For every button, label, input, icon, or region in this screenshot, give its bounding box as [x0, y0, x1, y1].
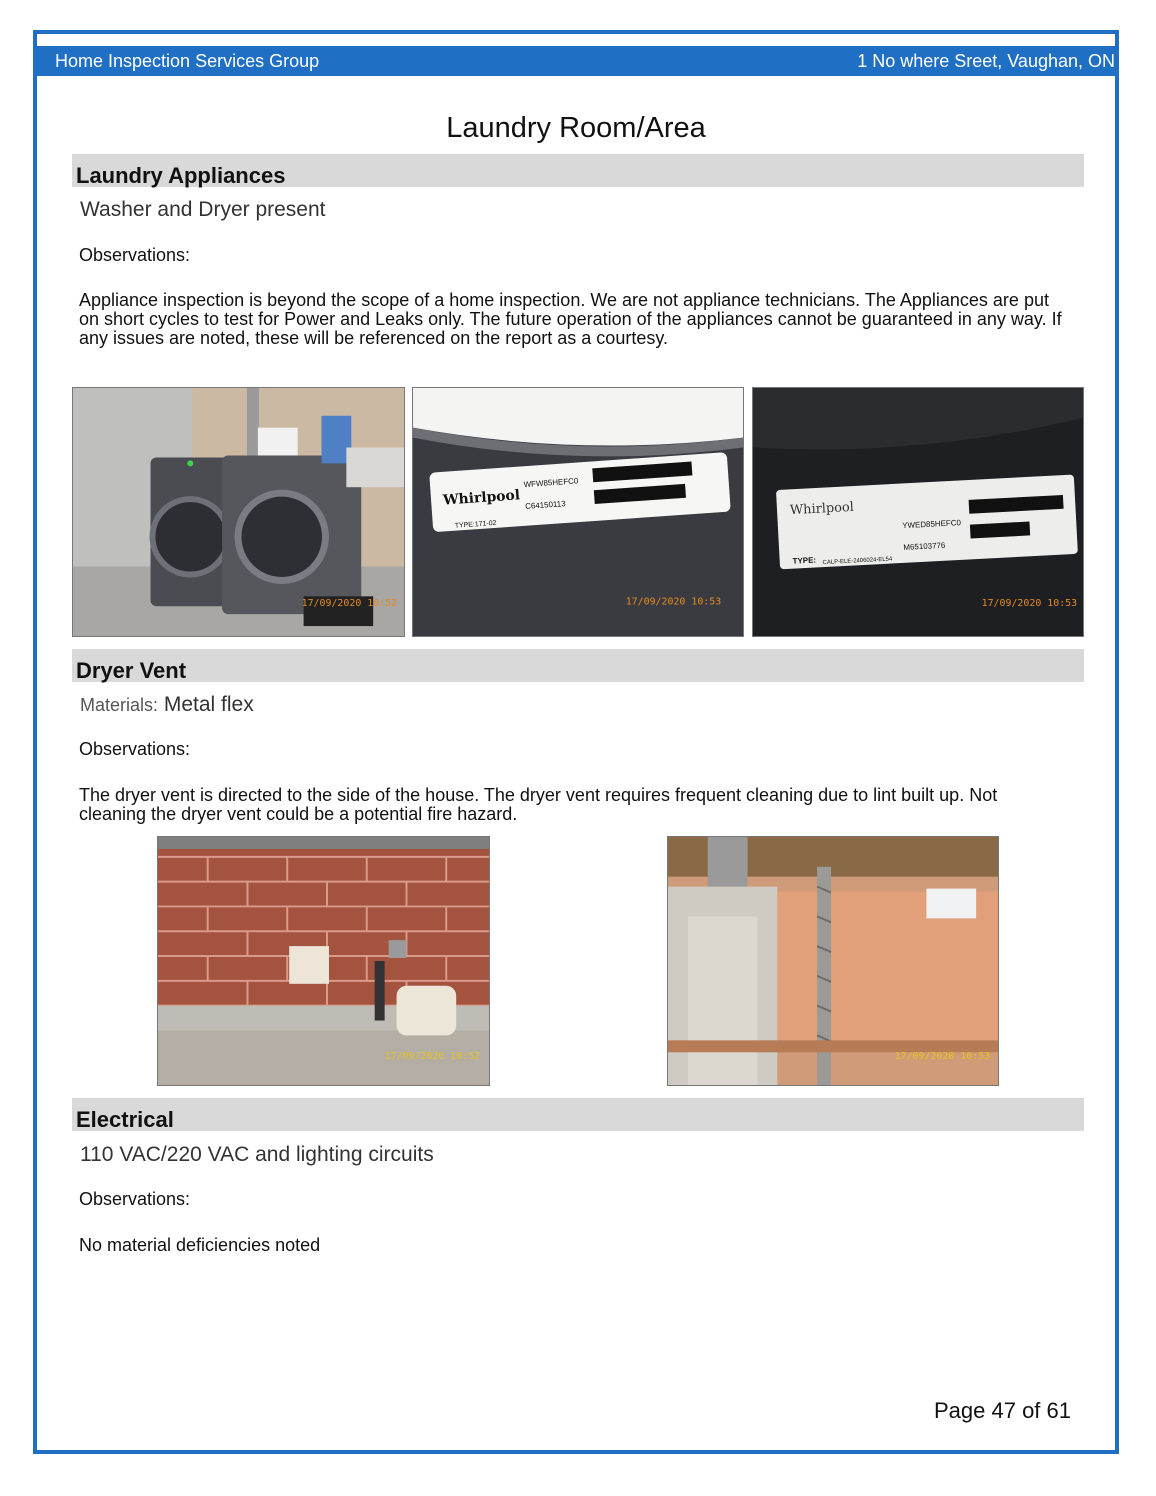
company-name: Home Inspection Services Group [55, 51, 320, 71]
photo-exterior-vent[interactable] [157, 836, 490, 1086]
dryer-type-value: CALP-ELE-2406024-EL54 [822, 556, 893, 567]
dryer-vent-materials [80, 693, 254, 717]
photo-1-timestamp: 17/09/2020 10:52 [301, 598, 398, 610]
photo-5-timestamp: 17/09/2020 10:53 [894, 1051, 991, 1063]
photo-3-timestamp: 17/09/2020 10:53 [981, 598, 1078, 610]
report-header [37, 46, 1115, 76]
materials-label: Materials: [80, 695, 159, 715]
section-dryer-vent: Dryer Vent [72, 649, 1084, 682]
section-electrical: Electrical [72, 1098, 1084, 1131]
photo-2-timestamp: 17/09/2020 10:53 [625, 596, 722, 608]
dryer-type-label: TYPE: [792, 555, 817, 566]
photo-washer-dryer[interactable] [72, 387, 405, 637]
photo-interior-duct[interactable] [667, 836, 999, 1086]
photo-dryer-label[interactable] [752, 387, 1084, 637]
laundry-observation-text: Appliance inspection is beyond the scope of a home inspection. We are not appliance technicians. The Appliances are put on short cycles to test for Power and Leaks only. The future operation of the appliances cannot be guaranteed in any way. If any issues are noted, these will be referenced on the report as a courtesy. [79, 290, 1062, 348]
page-title: Laundry Room/Area [446, 112, 706, 144]
electrical-observation-text: No material deficiencies noted [79, 1235, 321, 1255]
washer-type: TYPE:171-02 [454, 519, 497, 530]
dryer-vent-observation-text: The dryer vent is directed to the side of the house. The dryer vent requires frequent cleaning due to lint built up. Not cleaning the dryer vent could be a potential fire hazard. [79, 785, 998, 824]
electrical-summary: 110 VAC/220 VAC and lighting circuits [80, 1143, 434, 1166]
dryer-vent-observations-label: Observations: [79, 739, 191, 759]
washer-model: WFW85HEFC0 [523, 476, 579, 490]
photo-washer-label[interactable] [412, 387, 744, 637]
laundry-summary: Washer and Dryer present [80, 198, 326, 221]
electrical-observations-label: Observations: [79, 1189, 191, 1209]
dryer-model: YWED85HEFC0 [902, 518, 962, 531]
property-address: 1 No where Sreet, Vaughan, ON [857, 51, 1115, 71]
laundry-observations-label: Observations: [79, 245, 191, 265]
materials-value: Metal flex [163, 693, 254, 716]
washer-brand: Whirlpool [442, 487, 521, 509]
section-laundry-appliances: Laundry Appliances [72, 154, 1084, 187]
washer-serial: C64150113 [524, 499, 566, 511]
page-number: Page 47 of 61 [934, 1398, 1072, 1423]
photo-4-timestamp: 17/09/2020 10:52 [384, 1051, 481, 1063]
dryer-brand: Whirlpool [789, 499, 855, 519]
dryer-serial: M65103776 [903, 540, 946, 552]
